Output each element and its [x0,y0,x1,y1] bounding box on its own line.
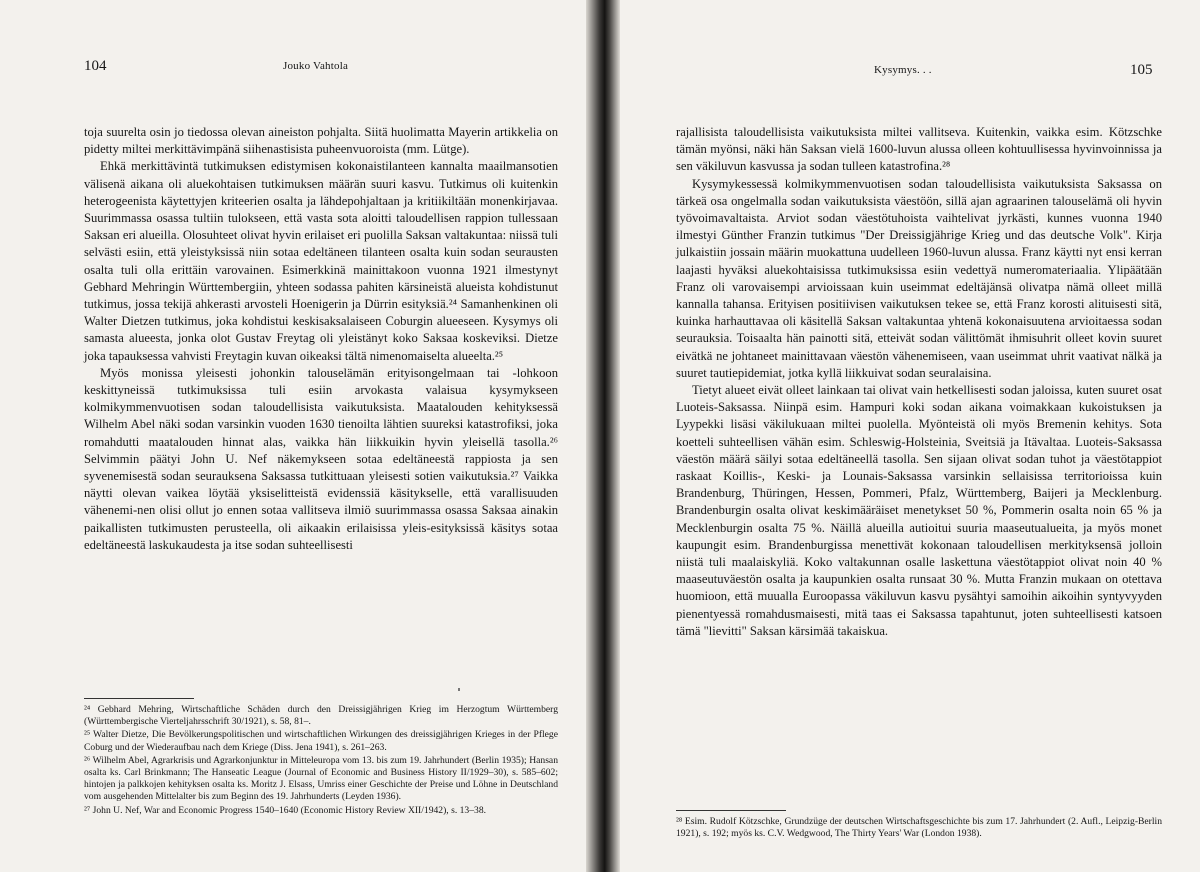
footnote-rule [84,698,194,699]
footnote: ²⁵ Walter Dietze, Die Bevölkerungspolitischen und wirtschaftlichen Wirkungen des dreissigjährigen Krieges in der Pflege Coburg und der Wiederaufbau nach dem Kriege (Diss. Jena 1941), s. 261–263. [84,729,558,753]
footnote-rule [676,810,786,811]
left-page [0,0,598,872]
paragraph: Ehkä merkittävintä tutkimuksen edistymisen kokonaistilanteen kannalta maailmansotien välisenä aikana oli aluekohtaisen tutkimuksen määrän suuri kasvu. Tutkimus oli kuitenkin heterogeenista käytettyjen kriteerien osalta ja lähdepohjaltaan ja kritiikiltään monenkirjavaa. Suurimmassa osassa tultiin tulokseen, että vasta sota aloitti taloudellisen rappion tullessaan Saksan eri alueilla. Olosuhteet olivat hyvin erilaiset eri puolilla Saksan valtakuntaa: niissä tuli selvästi esiin, että yleistyksissä niin sotaa edeltäneen tilanteen osalta kuin sodan seurausten osalta tuli olla erittäin varovainen. Esimerkkinä mainittakoon vuonna 1921 ilmestynyt Gebhard Mehringin Württembergiin, yhteen sodassa pahiten kärsineistä alueista kohdistunut tutkimus, jossa tekijä ahkerasti arvosteli Hoenigerin ja Dürrin esityksiä.²⁴ Samanhenkinen oli Walter Dietzen tutkimus, joka kohdistui keskisaksalaiseen Coburgin alueeseen. Kysymys oli samasta alueesta, jonka olot Gustav Freytag oli yleistänyt koko Saksaa koskeviksi. Dietze joka tapauksessa vahvisti Freytagin kuvan oikeaksi tältä nimenomaiselta alueelta.²⁵ [84,159,558,363]
paragraph: rajallisista taloudellisista vaikutuksista miltei vallitseva. Kuitenkin, vaikka esim. Kötzschke tämän myönsi, näki hän Saksan vielä 1600-luvun alussa olleen kohtuullisessa hyvinvoinnissa ja sen väkiluvun kasvussa ja sodan tulleen katastrofina.²⁸ [676,125,1162,174]
page-number: 104 [84,58,107,74]
body-text [676,124,1162,640]
right-page [606,0,1200,872]
page-number: 105 [1130,62,1153,78]
body-text [84,124,558,554]
paper-speck [458,688,460,691]
paragraph: Kysymykessessä kolmikymmenvuotisen sodan taloudellisista vaikutuksista Saksassa on tärkeä osa ongelmalla sodan vaikutuksista väestöön, sillä ajan agraarinen talouselämä oli hyvin työvoimavaltaista. Arviot sodan väestötuhoista vaihtelivat jyrkästi, kunnes vuonna 1940 ilmestyi Günther Franzin tutkimus "Der Dreissigjährige Krieg und das deutsche Volk". Kirja julkaistiin jossain määrin muokattuna uudelleen 1960-luvun alussa. Franz käytti nyt ensi kerran laajasti hyväksi aluekohtaisissa tutkimuksissa esiin vedettyä numeromateriaalia. Ylipäätään Franz oli varovaisempi arvioissaan kuin useimmat edeltäjänsä olivatpa nämä olleet millä kannalla tahansa. Erityisen positiivisen vaikutuksen tekee se, että Franz korosti alituisesti sitä, kuinka harhauttavaa oli käsitellä Saksan valtakuntaa yhtenä kokonaisuutena arvioitaessa sodan seurauksia. Toisaalta hän painotti sitä, etteivät sodan välittömät ihmisuhrit olleet kovin suuret eivätkä ne johtaneet mainittavaan väestön vähenemiseen, vaan useimmat uhrit vaativat nälkä ja suuret tautiepidemiat, jotka kyllä liikkuivat sodan seuralaisina. [676,176,1162,380]
footnote: ²⁶ Wilhelm Abel, Agrarkrisis und Agrarkonjunktur in Mitteleuropa vom 13. bis zum 19. Jahrhundert (Berlin 1935); Hansan osalta ks. Carl Brinkmann; The Hanseatic League (Journal of Economic and Business History II/1929–30), s. 585–602; hintojen ja palkkojen kehityksen osalta ks. Moritz J. Elsass, Umriss einer Geschichte der Preise und Löhne in Deutschland vom ausgehenden Mittelalter bis zum Beginn des 19. Jahrhunderts (Leyden 1936). [84,754,558,803]
paragraph: toja suurelta osin jo tiedossa olevan aineiston pohjalta. Siitä huolimatta Mayerin artikkelia on pidetty miltei merkittävimpänä siihenastisista puheenvuoroista (mm. Lütge). [84,125,558,157]
book-gutter [586,0,620,872]
footnote: ²⁷ John U. Nef, War and Economic Progress 1540–1640 (Economic History Review XII/1942), s. 13–38. [84,804,487,816]
paragraph: Myös monissa yleisesti johonkin talouselämän erityisongelmaan tai -lohkoon keskittyneissä tutkimuksissa tuli esiin arvokasta valaisua kysymykseen kolmikymmenvuotisen sodan taloudellisista vaikutuksista. Maatalouden kehityksessä Wilhelm Abel näki sodan varsinkin vuoden 1630 tienoilta lähtien suureksi katastrofiksi, joka romahdutti maatalouden hinnat alas, vaikka hän liikkuikin hyvin yleisellä tasolla.²⁶ Selvimmin päätyi John U. Nef näkemykseen sotaa edeltäneestä rappiosta ja sen syvenemisestä sodan seurauksena Saksassa tutkittuaan yleisesti sotien vaikutuksia.²⁷ Vaikka näytti olevan vaikea löytää yksiselitteistä evidenssiä käsitykselle, että varallisuuden vähenemi-nen olisi ollut jo ennen sotaa vallitseva ilmiö suurimmassa osassa Saksaa ainakin paikallisten tutkimusten perusteella, oli aikaakin erilaisissa yleis-esityksissä käsitys sotaa edeltäneestä laskukaudesta ja itse sodan suhteellisesti [84,365,558,552]
running-head: Kysymys. . . [874,64,932,76]
footnotes [84,704,558,818]
running-head: Jouko Vahtola [283,60,349,72]
footnotes [676,816,1162,841]
footnote: ²⁸ Esim. Rudolf Kötzschke, Grundzüge der deutschen Wirtschaftsgeschichte bis zum 17. Jahrhundert (2. Aufl., Leipzig-Berlin 1921), s. 192; myös ks. C.V. Wedgwood, The Thirty Years' War (London 1938). [676,816,1162,840]
paragraph: Tietyt alueet eivät olleet lainkaan tai olivat vain hetkellisesti sodan jaloissa, kuten suuret osat Luoteis-Saksassa. Niinpä esim. Hampuri koki sodan aikana voimakkaan kukoistuksen ja Lyypekki lisäsi väkilukuaan miltei puolella. Myönteistä oli myös Bremenin kehitys. Sota koetteli suhteellisen vähän esim. Schleswig-Holsteinia, Sveitsiä ja Itävaltaa. Luoteis-Saksassa väestön määrä säilyi sotaa edeltäneellä tasolla. Sen sijaan olivat sodan tuhot ja väestötappiot raskaat Koillis-, Keski- ja Lounais-Saksassa varsinkin sellaisissa territorioissa kuin Brandenburg, Thüringen, Hessen, Pommeri, Pfalz, Württemberg, Baijeri ja Mecklenburg. Brandenburgin osalta olivat keskimääräiset menetykset 50 %, Pommerin osalta noin 65 % ja Mecklenburgin osalta 75 %. Näillä alueilla autioitui suuria maaseutualueita, ja myös monet kaupungit esim. Brandenburgissa menettivät kokonaan taloudellisen merkityksensä jolloin niistä tuli maalaiskyliä. Koko valtakunnan osalle laskettuna väestötappiot olivat noin 40 % maaseutuväestön osalta ja kaupunkien osalta runsaat 30 %. Mutta Franzin mukaan on otettava huomioon, että muualla Euroopassa väkiluvun kasvu pysähtyi samoihin aikoihin syntyvyyden pienentyessä romahdusmaisesti, mitä taas ei Saksassa tapahtunut, joten suhteellisesti katsoen tämä "lievitti" Saksan kärsimää takaiskua. [676,383,1162,638]
footnote: ²⁴ Gebhard Mehring, Wirtschaftliche Schäden durch den Dreissigjährigen Krieg im Herzogtum Württemberg (Württembergische Vierteljahrsschrift 30/1921), s. 58, 81–. [84,704,558,728]
